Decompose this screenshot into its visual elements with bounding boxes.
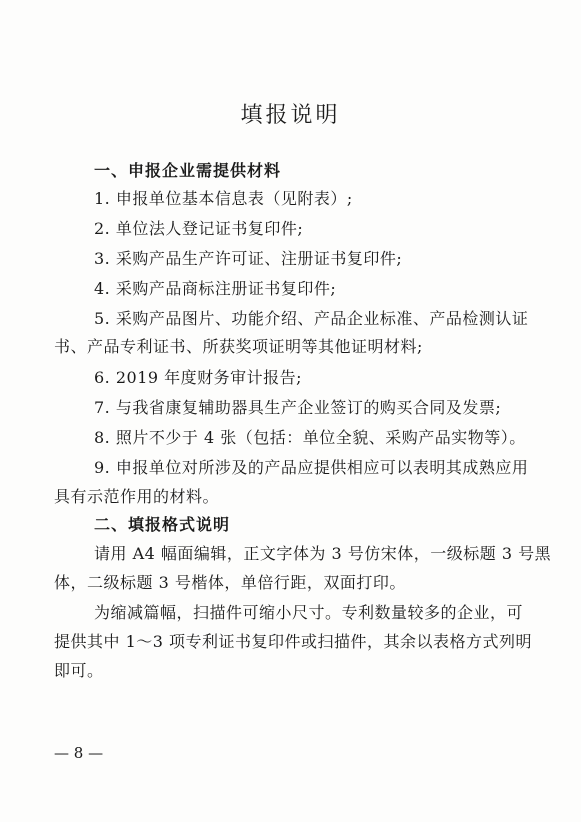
section-1-item-9-line-1: 9. 申报单位对所涉及的产品应提供相应可以表明其成熟应用: [94, 458, 529, 477]
section-1-item-7: 7. 与我省康复辅助器具生产企业签订的购买合同及发票;: [94, 398, 502, 417]
section-2-para-2-line-2: 提供其中 1～3 项专利证书复印件或扫描件，其余以表格方式列明: [54, 632, 533, 651]
section-1-heading: 一、申报企业需提供材料: [94, 161, 282, 180]
section-1-item-4: 4. 采购产品商标注册证书复印件;: [94, 279, 337, 298]
section-1-item-2: 2. 单位法人登记证书复印件;: [94, 219, 304, 238]
section-1-item-5-line-2: 书、产品专利证书、所获奖项证明等其他证明材料;: [54, 337, 423, 356]
section-1-item-1: 1. 申报单位基本信息表（见附表）;: [94, 189, 353, 208]
section-1-item-9-line-2: 具有示范作用的材料。: [54, 487, 220, 506]
section-1-item-3: 3. 采购产品生产许可证、注册证书复印件;: [94, 249, 403, 268]
section-2-para-1-line-2: 体，二级标题 3 号楷体，单倍行距，双面打印。: [54, 573, 406, 592]
section-2-heading: 二、填报格式说明: [94, 515, 231, 534]
section-1-item-8: 8. 照片不少于 4 张（包括：单位全貌、采购产品实物等）。: [94, 428, 526, 447]
section-1-item-5-line-1: 5. 采购产品图片、功能介绍、产品企业标准、产品检测认证: [94, 309, 529, 328]
document-title: 填报说明: [240, 103, 341, 128]
section-2-para-2-line-3: 即可。: [54, 661, 104, 680]
section-2-para-1-line-1: 请用 A4 幅面编辑，正文字体为 3 号仿宋体，一级标题 3 号黑: [94, 544, 552, 563]
section-2-para-2-line-1: 为缩减篇幅，扫描件可缩小尺寸。专利数量较多的企业，可: [94, 603, 524, 622]
section-1-item-6: 6. 2019 年度财务审计报告;: [94, 368, 303, 387]
page-number: — 8 —: [54, 744, 104, 762]
